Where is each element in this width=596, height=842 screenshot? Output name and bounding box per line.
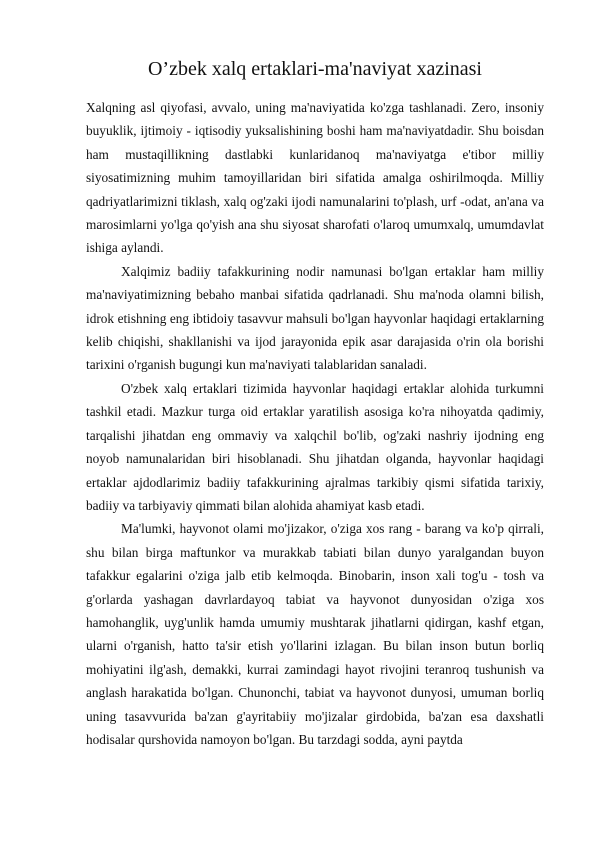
paragraph-3: O'zbek xalq ertaklari tizimida hayvonlar haqidagi ertaklar alohida turkumni tashkil etadi. Mazkur turga oid ertaklar yaratilish asosiga ko'ra nihoyatda qadimiy, tarqalishi jihatdan eng ommaviy va xalqchil bo'lib, og'zaki nashriy ijodning eng noyob namunalaridan biri hisoblanadi. Shu jihatdan olganda, hayvonlar haqidagi ertaklar ajdodlarimiz badiiy tafakkurining ajralmas tarkibiy qismi sifatida tarixiy, badiiy va tarbiyaviy qimmati bilan alohida ahamiyat kasb etadi. <box>86 380 544 513</box>
page-title: O’zbek xalq ertaklari-ma'naviyat xazinasi <box>147 58 482 80</box>
paragraph-4: Ma'lumki, hayvonot olami mo'jizakor, o'ziga xos rang - barang va ko'p qirrali, shu bilan birga maftunkor va murakkab tabiati bilan dunyo yaralgandan buyon tafakkur egalarini o'ziga jalb etib kelmoqda. Binobarin, inson xali tog'u - tosh va g'orlarda yashagan davrlardayoq tabiat va hayvonot dunyosidan o'ziga xos hamohanglik, uyg'unlik hamda umumiy mushtarak jihatlarni qidirgan, kashf etgan, ularni o'rganish, hatto ta'sir etish yo'llarini izlagan. Bu bilan inson butun borliq mohiyatini ilg'ash, demakki, kurrai zamindagi hayot rivojini teranroq tushunish va anglash harakatida bo'lgan. Chunonchi, tabiat va hayvonot dunyosi, umuman borliq uning tasavvurida ba'zan g'ayritabiiy mo'jizalar girdobida, ba'zan esa daxshatli hodisalar qurshovida namoyon bo'lgan. Bu tarzdagi sodda, ayni paytda <box>86 521 544 747</box>
paragraph-2: Xalqimiz badiiy tafakkurining nodir namunasi bo'lgan ertaklar ham milliy ma'naviyatimizning bebaho manbai sifatida qadrlanadi. Shu ma'noda olamni bilish, idrok etishning eng ibtidoiy tasavvur mahsuli bo'lgan hayvonlar haqidagi ertaklarning kelib chiqishi, shakllanishi va ijod jarayonida epik asar darajasida o'rin ola borishi tarixini o'rganish bugungi kun ma'naviyati talablaridan sanaladi. <box>86 263 544 373</box>
paragraph-1: Xalqning asl qiyofasi, avvalo, uning ma'naviyatida ko'zga tashlanadi. Zero, insoniy buyuklik, ijtimoiy - iqtisodiy yuksalishining boshi ham ma'naviyatdadir. Shu boisdan ham mustaqillikning dastlabki kunlaridanoq ma'naviyatga e'tibor milliy siyosatimizning muhim tamoyillaridan biri sifatida amalga oshirilmoqda. Milliy qadriyatlarimizni tiklash, xalq og'zaki ijodi namunalarini to'plash, urf -odat, an'ana va marosimlarni yo'lga qo'yish ana shu siyosat sharofati o'laroq umumxalq, umumdavlat ishiga aylandi. <box>86 100 544 256</box>
